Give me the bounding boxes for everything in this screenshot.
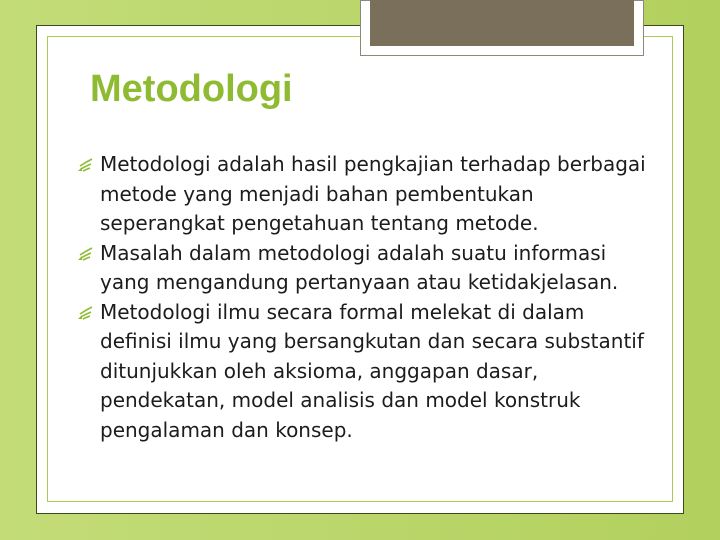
header-accent-block: [370, 0, 634, 46]
bullet-text-2: Masalah dalam metodologi adalah suatu informasi yang mengandung pertanyaan atau ketidakjelasan.: [100, 240, 619, 294]
bullet-item-3: [76, 298, 656, 446]
signal-bars-icon: [76, 157, 96, 173]
bullet-list: [76, 150, 656, 445]
slide-title: Metodologi: [90, 68, 293, 110]
signal-bars-icon: [76, 305, 96, 321]
bullet-text-3: Metodologi ilmu secara formal melekat di dalam definisi ilmu yang bersangkutan dan secara substantif ditunjukkan oleh aksioma, anggapan dasar, pendekatan, model analisis dan model konstruk pengalaman dan konsep.: [100, 299, 644, 442]
signal-bars-icon: [76, 246, 96, 262]
bullet-text-1: Metodologi adalah hasil pengkajian terhadap berbagai metode yang menjadi bahan pembentukan seperangkat pengetahuan tentang metode.: [100, 152, 646, 235]
bullet-item-2: [76, 239, 656, 298]
bullet-item-1: [76, 150, 656, 239]
